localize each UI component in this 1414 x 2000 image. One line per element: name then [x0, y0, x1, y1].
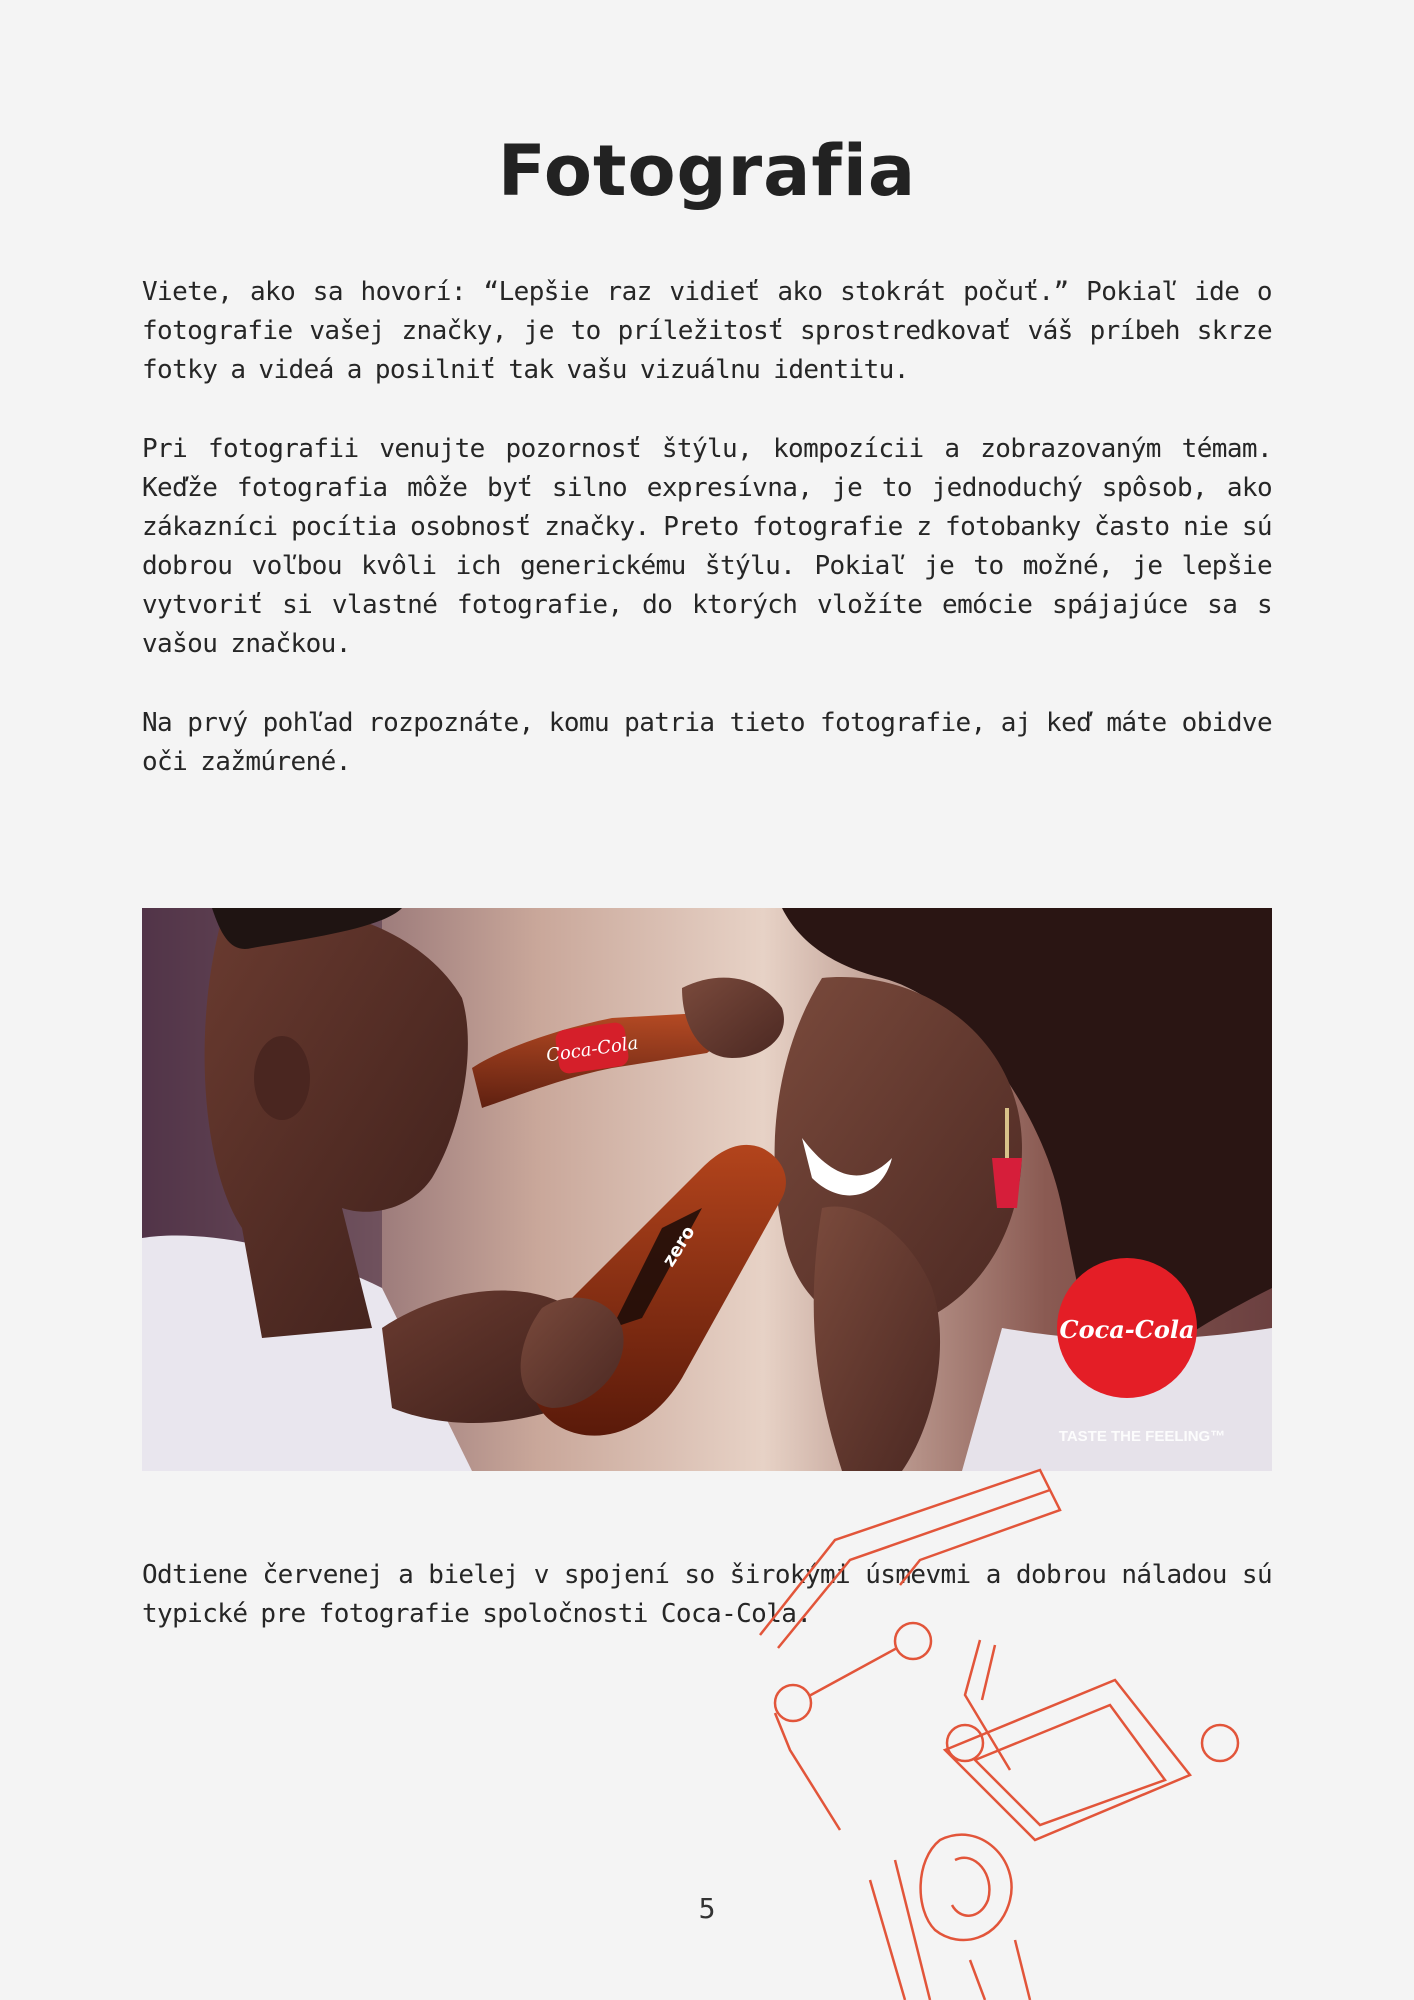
intro-paragraph: Viete, ako sa hovorí: “Lepšie raz vidieť ako stokrát počuť.” Pokiaľ ide o fotografie vašej značky, je to príležitosť sprostredkovať váš príbeh skrze fotky a videá a posilniť tak vašu vizuálnu identitu.	[142, 277, 1272, 385]
style-paragraph: Pri fotografii venujte pozornosť štýlu, kompozícii a zobrazovaným témam. Keďže fotografia môže byť silno expresívna, je to jednoduchý spôsob, ako zákazníci pocítia osobnosť značky. Preto fotografie z fotobanky často nie sú dobrou voľbou kvôli ich generickému štýlu. Pokiaľ je to možné, je lepšie vytvoriť si vlastné fotografie, do ktorých vložíte emócie spájajúce sa s vašou značkou.	[142, 434, 1272, 659]
zero-label: zero	[658, 1222, 700, 1271]
page-title: Fotografia	[497, 130, 917, 212]
photo-caption: Odtiene červenej a bielej v spojení so širokými úsmevmi a dobrou náladou sú typické pre fotografie spoločnosti Coca-Cola.	[142, 1560, 1272, 1629]
brand-photo	[142, 908, 1272, 1471]
recognition-paragraph: Na prvý pohľad rozpoznáte, komu patria tieto fotografie, aj keď máte obidve oči zažmúrené.	[142, 708, 1272, 777]
page-number: 5	[698, 1892, 716, 1925]
bottle-label: Coca-Cola	[544, 1032, 640, 1067]
coca-cola-logo-text: Coca-Cola	[1059, 1315, 1195, 1344]
tagline: TASTE THE FEELING™	[1058, 1428, 1226, 1445]
